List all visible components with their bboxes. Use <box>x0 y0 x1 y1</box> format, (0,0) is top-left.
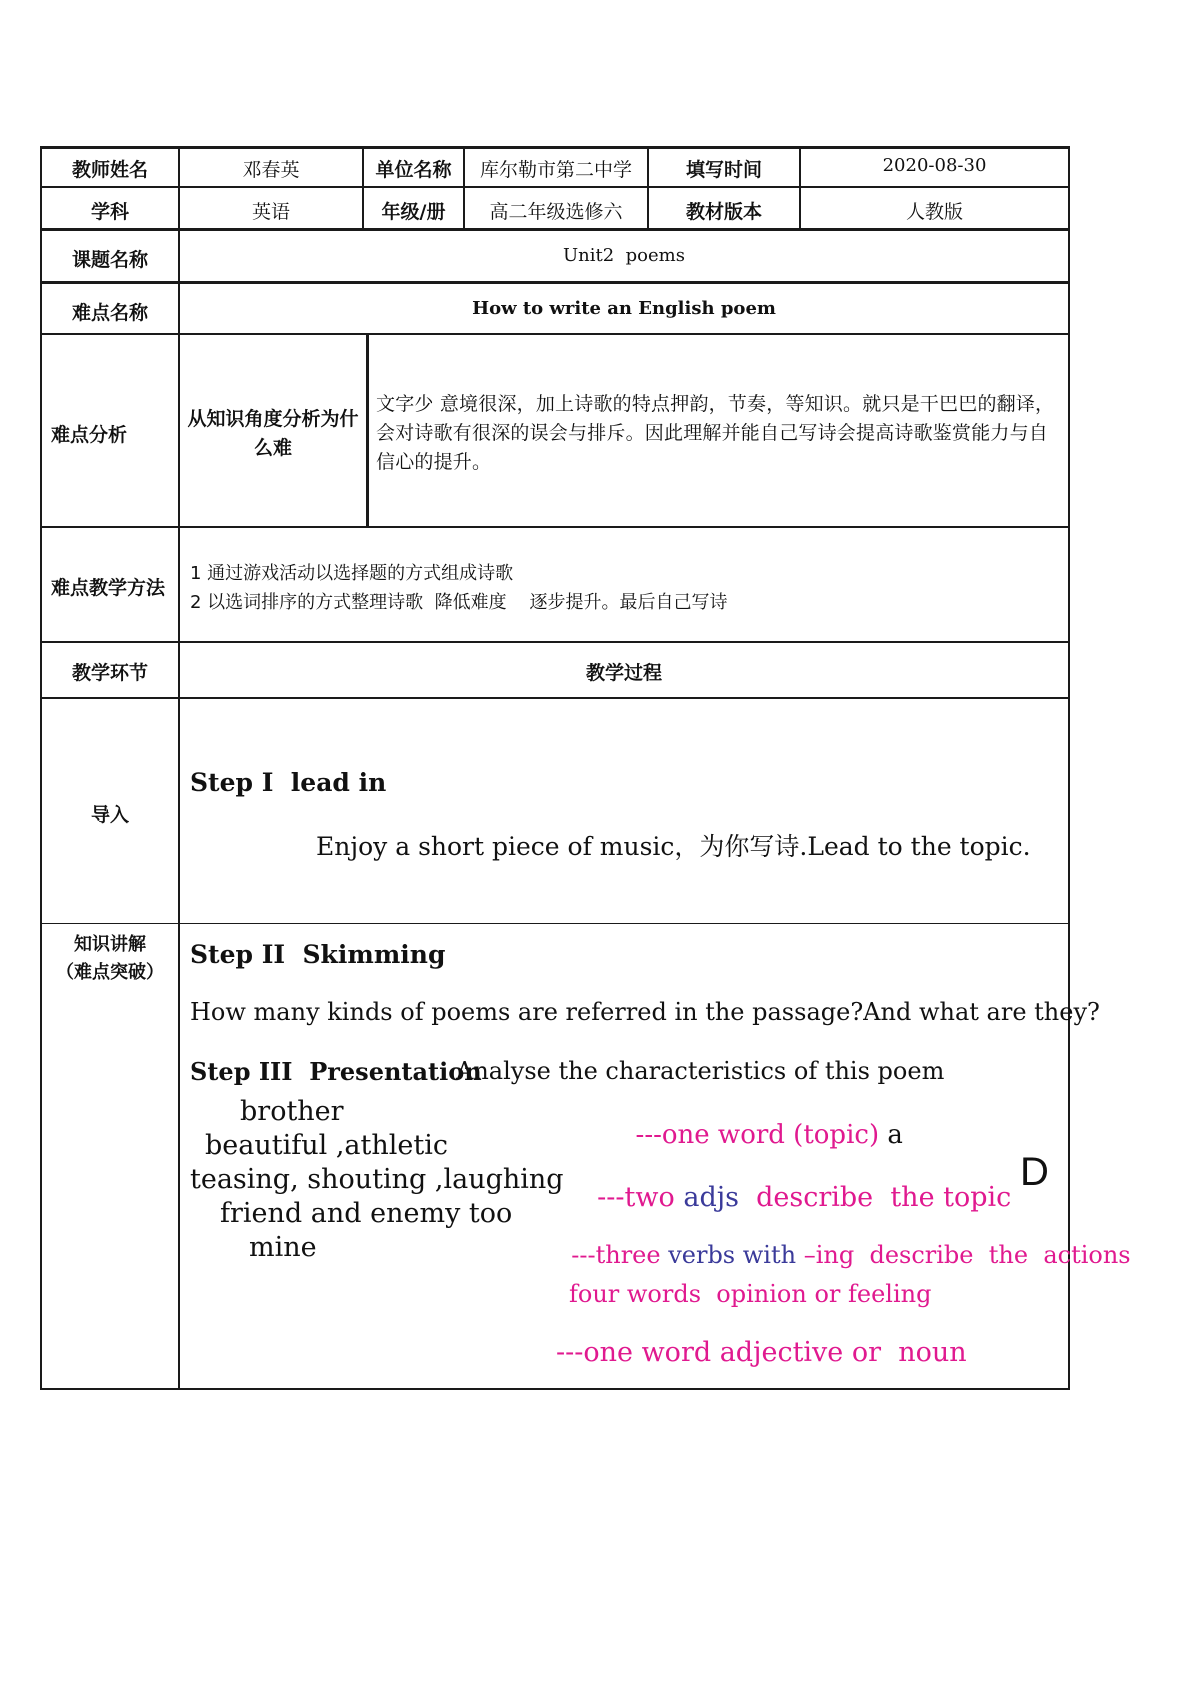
row-divider <box>40 526 1070 528</box>
intro-label: 导入 <box>90 804 129 826</box>
methods-item-1: 1 通过游戏活动以选择题的方式组成诗歌 <box>190 563 514 584</box>
poem-line-2: beautiful ,athletic <box>205 1130 448 1161</box>
note-two-adjs-b: adjs <box>683 1182 739 1213</box>
unit-value: 库尔勒市第二中学 <box>479 159 632 181</box>
table-border-bottom <box>40 1388 1070 1390</box>
step3-title: Step III Presentation <box>190 1057 482 1086</box>
edition-value: 人教版 <box>905 201 963 223</box>
side-letter: D <box>1020 1150 1049 1194</box>
note-two-adjs <box>580 1151 1011 1213</box>
intro-step-title: Step I lead in <box>190 768 387 797</box>
note-one-word-topic-tail: a <box>887 1120 903 1150</box>
difficulty-label: 难点名称 <box>71 302 148 324</box>
note-two-adjs-a: ---two <box>597 1182 684 1213</box>
unit-label: 单位名称 <box>375 159 452 181</box>
row-divider <box>40 333 1070 335</box>
knowledge-sub-label: （难点突破） <box>56 962 164 983</box>
note-two-adjs-c: describe the topic <box>738 1182 1012 1213</box>
knowledge-label: 知识讲解 <box>74 934 146 955</box>
teacher-name-label: 教师姓名 <box>71 159 148 181</box>
topic-label: 课题名称 <box>71 249 148 271</box>
row-divider <box>40 186 1070 188</box>
note-three-verbs <box>556 1213 1131 1269</box>
date-label: 填写时间 <box>685 159 762 181</box>
process-stage-header: 教学环节 <box>71 662 148 684</box>
process-detail-header: 教学过程 <box>585 662 662 684</box>
difficulty-value: How to write an English poem <box>472 298 776 319</box>
note-four-words: four words opinion or feeling <box>569 1280 932 1308</box>
analysis-label: 难点分析 <box>51 424 128 446</box>
note-one-word-topic-text: ---one word (topic) <box>635 1120 880 1150</box>
step3-text: Analyse the characteristics of this poem <box>456 1057 945 1085</box>
col-divider <box>178 146 180 1390</box>
teacher-name-value: 邓春英 <box>242 159 300 181</box>
note-one-word-topic <box>619 1090 903 1150</box>
row-divider <box>40 281 1070 284</box>
col-divider <box>366 333 369 528</box>
row-divider <box>40 641 1070 643</box>
analysis-sub-label: 从知识角度分析为什么难 <box>187 408 359 459</box>
topic-value: Unit2 poems <box>563 245 685 266</box>
row-divider <box>40 923 1070 924</box>
methods-label: 难点教学方法 <box>51 577 166 599</box>
poem-line-3: teasing, shouting ,laughing <box>190 1164 564 1195</box>
row-divider <box>40 697 1070 699</box>
note-three-verbs-b: verbs with <box>668 1241 797 1269</box>
analysis-text: 文字少 意境很深，加上诗歌的特点押韵，节奏，等知识。就只是干巴巴的翻译，会对诗歌有很深的误会与排斥。因此理解并能自己写诗会提高诗歌鉴赏能力与自信心的提升。 <box>376 393 1055 473</box>
date-value: 2020-08-30 <box>882 155 987 176</box>
poem-line-5: mine <box>249 1232 317 1263</box>
poem-line-1: brother <box>240 1096 344 1127</box>
subject-value: 英语 <box>251 201 290 223</box>
edition-label: 教材版本 <box>685 201 762 223</box>
methods-item-2: 2 以选词排序的方式整理诗歌 降低难度 逐步提升。最后自己写诗 <box>190 592 728 613</box>
table-border-top <box>40 146 1070 149</box>
note-one-word-adjective: ---one word adjective or noun <box>556 1337 967 1368</box>
grade-label: 年级/册 <box>381 201 446 223</box>
grade-value: 高二年级选修六 <box>489 201 623 223</box>
step2-title: Step II Skimming <box>190 940 446 969</box>
subject-label: 学科 <box>90 201 129 223</box>
step2-text: How many kinds of poems are referred in the passage?And what are they? <box>190 998 1100 1026</box>
row-divider <box>40 228 1070 231</box>
note-three-verbs-a: ---three <box>571 1241 669 1269</box>
note-three-verbs-c: –ing describe the actions <box>796 1241 1131 1269</box>
intro-step-text: Enjoy a short piece of music，为你写诗.Lead to the topic. <box>316 832 1031 861</box>
poem-line-4: friend and enemy too <box>220 1198 513 1229</box>
